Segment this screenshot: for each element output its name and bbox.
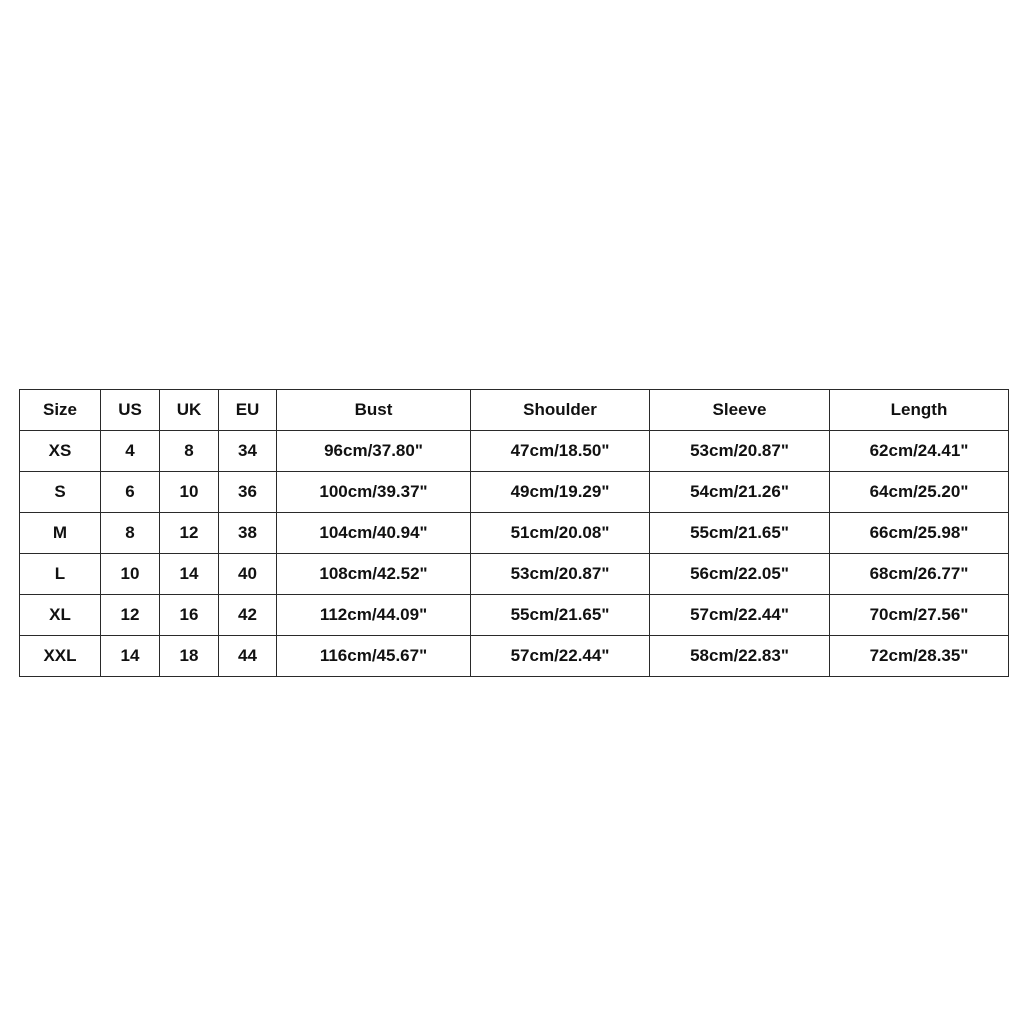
cell-sleeve: 53cm/20.87" bbox=[650, 431, 830, 472]
header-us: US bbox=[101, 390, 160, 431]
cell-shoulder: 57cm/22.44" bbox=[471, 636, 650, 677]
cell-bust: 116cm/45.67" bbox=[277, 636, 471, 677]
table-row bbox=[20, 554, 1009, 595]
cell-shoulder: 49cm/19.29" bbox=[471, 472, 650, 513]
cell-shoulder: 53cm/20.87" bbox=[471, 554, 650, 595]
cell-us: 4 bbox=[101, 431, 160, 472]
cell-uk: 16 bbox=[160, 595, 219, 636]
header-eu: EU bbox=[219, 390, 277, 431]
table-row bbox=[20, 636, 1009, 677]
cell-shoulder: 55cm/21.65" bbox=[471, 595, 650, 636]
cell-bust: 104cm/40.94" bbox=[277, 513, 471, 554]
cell-us: 14 bbox=[101, 636, 160, 677]
cell-sleeve: 54cm/21.26" bbox=[650, 472, 830, 513]
size-chart-table bbox=[19, 389, 1009, 677]
cell-uk: 8 bbox=[160, 431, 219, 472]
header-size: Size bbox=[20, 390, 101, 431]
cell-length: 64cm/25.20" bbox=[830, 472, 1009, 513]
cell-size: L bbox=[20, 554, 101, 595]
cell-us: 6 bbox=[101, 472, 160, 513]
cell-size: M bbox=[20, 513, 101, 554]
cell-eu: 36 bbox=[219, 472, 277, 513]
cell-size: XS bbox=[20, 431, 101, 472]
cell-us: 8 bbox=[101, 513, 160, 554]
cell-us: 12 bbox=[101, 595, 160, 636]
cell-sleeve: 55cm/21.65" bbox=[650, 513, 830, 554]
cell-eu: 44 bbox=[219, 636, 277, 677]
cell-uk: 14 bbox=[160, 554, 219, 595]
header-shoulder: Shoulder bbox=[471, 390, 650, 431]
cell-uk: 12 bbox=[160, 513, 219, 554]
table-header-row bbox=[20, 390, 1009, 431]
cell-length: 70cm/27.56" bbox=[830, 595, 1009, 636]
header-length: Length bbox=[830, 390, 1009, 431]
cell-bust: 112cm/44.09" bbox=[277, 595, 471, 636]
cell-length: 62cm/24.41" bbox=[830, 431, 1009, 472]
cell-shoulder: 51cm/20.08" bbox=[471, 513, 650, 554]
cell-shoulder: 47cm/18.50" bbox=[471, 431, 650, 472]
header-sleeve: Sleeve bbox=[650, 390, 830, 431]
cell-eu: 34 bbox=[219, 431, 277, 472]
cell-sleeve: 58cm/22.83" bbox=[650, 636, 830, 677]
cell-size: XXL bbox=[20, 636, 101, 677]
cell-bust: 96cm/37.80" bbox=[277, 431, 471, 472]
cell-eu: 38 bbox=[219, 513, 277, 554]
header-uk: UK bbox=[160, 390, 219, 431]
table-row bbox=[20, 431, 1009, 472]
cell-us: 10 bbox=[101, 554, 160, 595]
cell-sleeve: 56cm/22.05" bbox=[650, 554, 830, 595]
cell-bust: 100cm/39.37" bbox=[277, 472, 471, 513]
table-row bbox=[20, 595, 1009, 636]
cell-eu: 40 bbox=[219, 554, 277, 595]
table-row bbox=[20, 513, 1009, 554]
cell-length: 66cm/25.98" bbox=[830, 513, 1009, 554]
cell-bust: 108cm/42.52" bbox=[277, 554, 471, 595]
header-bust: Bust bbox=[277, 390, 471, 431]
cell-size: XL bbox=[20, 595, 101, 636]
cell-size: S bbox=[20, 472, 101, 513]
cell-uk: 18 bbox=[160, 636, 219, 677]
table-row bbox=[20, 472, 1009, 513]
cell-length: 68cm/26.77" bbox=[830, 554, 1009, 595]
cell-uk: 10 bbox=[160, 472, 219, 513]
cell-eu: 42 bbox=[219, 595, 277, 636]
cell-sleeve: 57cm/22.44" bbox=[650, 595, 830, 636]
cell-length: 72cm/28.35" bbox=[830, 636, 1009, 677]
